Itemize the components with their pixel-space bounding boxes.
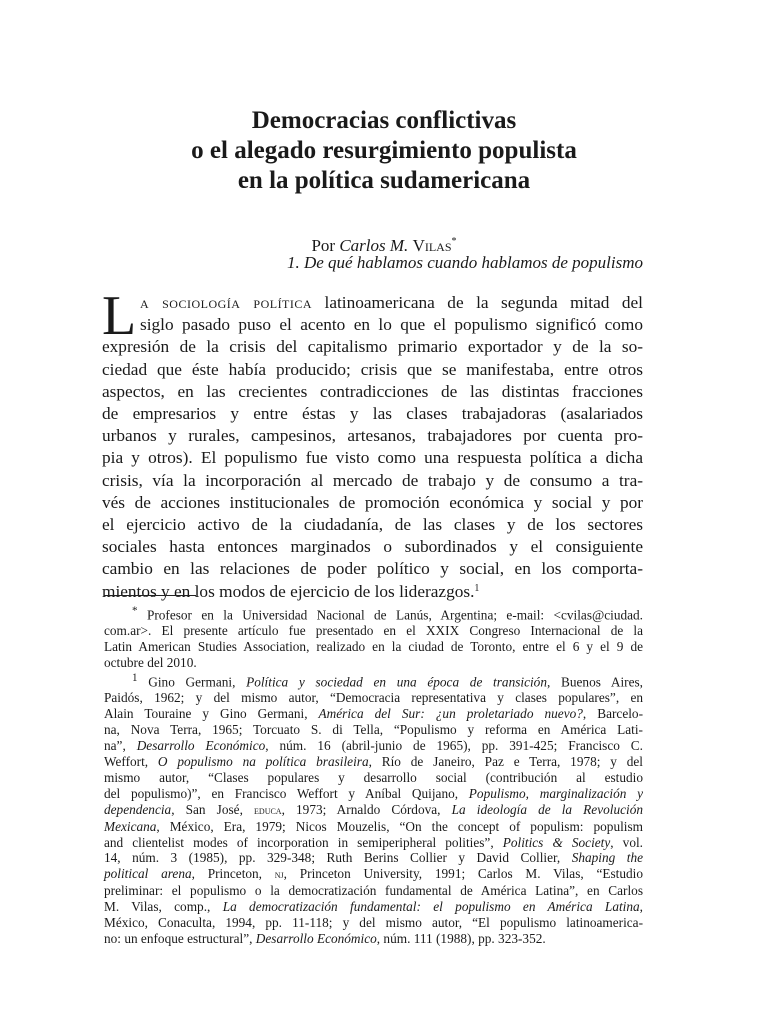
footnote-line bbox=[104, 819, 643, 835]
footnote-line: mismo autor, “Clases populares y desarrollo social (contribución al estudio bbox=[104, 769, 643, 785]
italic-title: dependencia bbox=[104, 801, 172, 817]
footnote-marker: * bbox=[132, 605, 138, 617]
line-text: , Río de Janeiro, Paz e Terra, 1978; y del bbox=[368, 754, 643, 769]
body-line: crisis, vía la incorporación al mercado de trabajo y de consumo a tra- bbox=[102, 470, 643, 490]
italic-title: Política y sociedad en una época de transición bbox=[246, 674, 547, 690]
footnote-line bbox=[104, 786, 643, 802]
body-line: de empresarios y entre éstas y las clases trabajadoras (asalariados bbox=[102, 404, 643, 424]
line-text: Profesor en la Universidad Nacional de Lanús, Argentina; e-mail: <cvilas@ciudad. bbox=[146, 607, 644, 623]
footnotes bbox=[104, 604, 643, 947]
footnote-marker: 1 bbox=[132, 672, 138, 685]
line-text: , vol. bbox=[610, 834, 643, 850]
footnote-line bbox=[104, 754, 643, 770]
line-text: , núm. 111 (1988), pp. 323-352. bbox=[376, 930, 546, 946]
line-text: na”, bbox=[104, 738, 137, 754]
italic-title: O populismo na política brasileira bbox=[157, 754, 369, 769]
footnote-marker: 1 bbox=[474, 582, 480, 594]
footnote-line: Paidós, 1962; y del mismo autor, “Democracia representativa y clases populares”, en bbox=[104, 690, 643, 706]
line-text: no: un enfoque estructural”, bbox=[104, 930, 256, 946]
title-line: o el alegado resurgimiento populista bbox=[191, 137, 577, 164]
title-line: en la política sudamericana bbox=[237, 167, 531, 194]
article-title bbox=[0, 106, 768, 196]
footnote-line: México, Conaculta, 1994, pp. 11-118; y del mismo autor, “El populismo latinoamerica- bbox=[104, 915, 643, 931]
italic-title: La democratización fundamental: el populismo en América Latina bbox=[222, 899, 640, 915]
italic-title: Populismo, marginalización y bbox=[468, 785, 644, 801]
italic-title: Politics & Society bbox=[502, 834, 611, 850]
footnote-line: na, Nova Terra, 1965; Torcuato S. di Tella, “Populismo y reforma en América Lati- bbox=[104, 722, 643, 738]
footnote-line bbox=[104, 850, 643, 866]
body-paragraph bbox=[102, 285, 643, 603]
body-line: sociales hasta entonces marginados o subordinados y el consiguiente bbox=[102, 537, 643, 557]
body-line bbox=[140, 292, 643, 314]
author-name: Carlos M. bbox=[339, 236, 413, 255]
line-text: , núm. 16 (abril-junio de 1965), pp. 391-425; Francisco C. bbox=[265, 738, 643, 754]
body-line: expresión de la crisis del capitalismo primario exportador y de la so- bbox=[102, 337, 643, 357]
body-line: el ejercicio activo de la ciudadanía, de las clases y de los sectores bbox=[102, 515, 643, 535]
body-line: siglo pasado puso el acento en lo que el populismo significó como bbox=[140, 315, 643, 335]
line-text: and clientelist modes of incorporation in semiperipheral polities”, bbox=[104, 834, 503, 850]
line-text: , Buenos Aires, bbox=[546, 674, 643, 690]
section-heading: 1. De qué hablamos cuando hablamos de populismo bbox=[286, 253, 643, 272]
footnote-line bbox=[104, 738, 643, 754]
smallcaps-text: nj bbox=[274, 867, 284, 882]
footnote-marker: * bbox=[451, 236, 457, 247]
footnote-rule bbox=[104, 595, 196, 596]
line-text: mientos y en los modos de ejercicio de los liderazgos. bbox=[102, 581, 475, 601]
line-text: Alain Touraine y Gino Germani, bbox=[104, 706, 319, 722]
italic-title: Shaping the bbox=[571, 850, 644, 866]
italic-title: Mexicana bbox=[104, 818, 157, 834]
line-text: , Princeton, bbox=[191, 866, 275, 882]
line-text: latinoamericana de la segunda mitad del bbox=[312, 293, 643, 312]
line-text: , México, Era, 1979; Nicos Mouzelis, “On the concept of populism: populism bbox=[156, 818, 643, 834]
body-line bbox=[102, 581, 643, 603]
footnote-line bbox=[104, 671, 643, 690]
title-line: Democracias conflictivas bbox=[251, 107, 517, 134]
body-line: pia y otros). El populismo fue visto como una respuesta política a dicha bbox=[102, 448, 643, 468]
footnote-line bbox=[104, 835, 643, 851]
drop-cap: L bbox=[102, 285, 137, 347]
footnote-line: preliminar: el populismo o la democratización fundamental de América Latina”, en Carlos bbox=[104, 883, 643, 899]
line-text: M. Vilas, comp., bbox=[104, 899, 223, 915]
line-text: , Barcelo- bbox=[582, 706, 644, 722]
footnote-line bbox=[104, 802, 643, 819]
footnote-line: octubre del 2010. bbox=[104, 655, 197, 671]
line-text: , bbox=[639, 899, 643, 915]
line-text: , 1973; Arnaldo Córdova, bbox=[281, 801, 452, 817]
italic-title: La ideología de la Revolución bbox=[451, 801, 643, 817]
italic-title: political arena bbox=[104, 866, 192, 882]
line-text: , Princeton University, 1991; Carlos M. Vilas, “Estudio bbox=[283, 866, 643, 882]
footnote-line bbox=[104, 899, 643, 915]
smallcaps-text: educa bbox=[254, 802, 282, 817]
line-text: del populismo)”, en Francisco Weffort y Aníbal Quijano, bbox=[104, 785, 469, 801]
line-text: 14, núm. 3 (1985), pp. 329-348; Ruth Berins Collier y David Collier, bbox=[104, 850, 572, 866]
line-text: , San José, bbox=[171, 801, 255, 817]
byline-prefix: Por bbox=[311, 236, 340, 255]
footnote-line bbox=[104, 931, 643, 947]
footnote-line: Latin American Studies Association, realizado en la ciudad de Toronto, entre el 6 y el 9 de bbox=[104, 639, 643, 655]
body-line: aspectos, en las crecientes contradicciones de las distintas fracciones bbox=[102, 381, 643, 401]
author-surname: Vilas bbox=[412, 236, 452, 255]
body-line: vés de acciones institucionales de promoción económica y social y por bbox=[102, 492, 643, 512]
footnote-line bbox=[104, 706, 643, 722]
italic-title: Desarrollo Económico bbox=[255, 930, 377, 946]
body-line: urbanos y rurales, campesinos, artesanos, trabajadores por cuenta pro- bbox=[102, 426, 643, 446]
footnote-line bbox=[104, 866, 643, 883]
body-line: ciedad que éste había producido; crisis que se manifestaba, entre otros bbox=[102, 359, 643, 379]
italic-title: Desarrollo Económico bbox=[136, 738, 266, 754]
line-text: Gino Germani, bbox=[148, 674, 247, 690]
line-text: Weffort, bbox=[104, 754, 158, 769]
italic-title: América del Sur: ¿un proletariado nuevo? bbox=[318, 706, 583, 722]
footnote-line: com.ar>. El presente artículo fue presentado en el XXIX Congreso Internacional de la bbox=[104, 623, 643, 639]
footnote-line bbox=[104, 604, 643, 623]
body-line: cambio en las relaciones de poder político y social, en los comporta- bbox=[102, 559, 643, 579]
lead-smallcaps: a sociología política bbox=[140, 293, 313, 312]
